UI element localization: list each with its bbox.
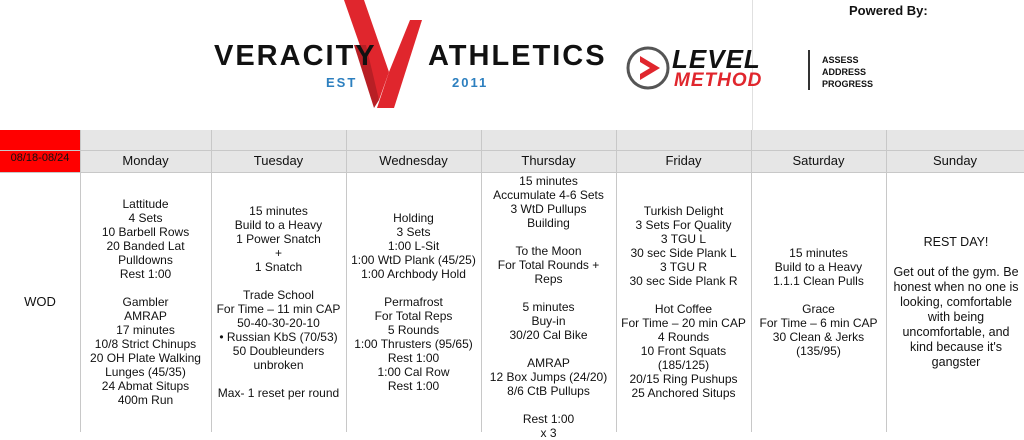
column-divider	[886, 130, 887, 432]
column-divider	[481, 130, 482, 432]
partner-tag-progress: PROGRESS	[822, 79, 874, 89]
wod-row	[0, 172, 1024, 440]
workout-thursday: 15 minutes Accumulate 4-6 Sets 3 WtD Pullups Building To the Moon For Total Rounds + Reps 5 minutes Buy-in 30/20 Cal Bike AMRAP 12 Box Jumps (24/20) 8/6 CtB Pullups Rest 1:00 x 3	[489, 174, 608, 440]
partner-tag-address: ADDRESS	[822, 67, 867, 77]
partner-tagline	[822, 54, 873, 90]
day-header-wednesday: Wednesday	[379, 153, 448, 168]
day-header-sunday: Sunday	[932, 153, 978, 168]
brand-left-word: VERACITY	[214, 40, 377, 72]
day-header-monday: Monday	[122, 153, 169, 168]
brand-year: 2011	[452, 75, 489, 90]
day-header-tuesday: Tuesday	[253, 153, 304, 168]
level-method-logo	[626, 44, 886, 94]
brand-est: EST	[326, 75, 358, 90]
level-method-emblem-icon	[626, 46, 670, 90]
workout-tuesday: 15 minutes Build to a Heavy 1 Power Snatch + 1 Snatch Trade School For Time – 11 min CAP 50-40-30-20-10 • Russian KbS (70/53) 50 Doubleunders unbroken Max- 1 reset per round	[216, 204, 341, 400]
column-divider	[751, 130, 752, 432]
workout-friday: Turkish Delight 3 Sets For Quality 3 TGU L 30 sec Side Plank L 3 TGU R 30 sec Side Plank R Hot Coffee For Time – 20 min CAP 4 Rounds 10 Front Squats (185/125) 20/15 Ring Pushups 25 Anchored Situps	[621, 204, 746, 400]
date-range-cell	[0, 130, 80, 172]
table-top-band	[0, 130, 1024, 150]
column-divider	[616, 130, 617, 432]
partner-divider	[808, 50, 810, 90]
veracity-athletics-logo	[214, 0, 607, 115]
wod-row-label: WOD	[24, 294, 56, 309]
workout-sunday: REST DAY! Get out of the gym. Be honest when no one is looking, comfortable with being uncomfortable, and kind because it's gangster	[893, 234, 1019, 369]
column-divider	[346, 130, 347, 432]
partner-line2: METHOD	[674, 70, 763, 91]
date-range: 08/18-08/24	[10, 152, 70, 164]
day-header-saturday: Saturday	[792, 153, 845, 168]
page-header	[0, 0, 1024, 130]
workout-monday: Lattitude 4 Sets 10 Barbell Rows 20 Banded Lat Pulldowns Rest 1:00 Gambler AMRAP 17 minutes 10/8 Strict Chinups 20 OH Plate Walking Lunges (45/35) 24 Abmat Situps 400m Run	[90, 197, 201, 407]
day-header-thursday: Thursday	[521, 153, 576, 168]
partner-tag-assess: ASSESS	[822, 55, 859, 65]
row-divider	[0, 150, 1024, 151]
brand-right-word: ATHLETICS	[428, 40, 607, 72]
day-header-friday: Friday	[665, 153, 702, 168]
workout-wednesday: Holding 3 Sets 1:00 L-Sit 1:00 WtD Plank (45/25) 1:00 Archbody Hold Permafrost For Total Reps 5 Rounds 1:00 Thrusters (95/65) Rest 1:00 1:00 Cal Row Rest 1:00	[351, 211, 476, 393]
workout-saturday: 15 minutes Build to a Heavy 1.1.1 Clean Pulls Grace For Time – 6 min CAP 30 Clean & Jerks (135/95)	[759, 246, 878, 358]
partner-line1: LEVEL	[672, 44, 761, 74]
powered-by-label: Powered By:	[849, 3, 928, 18]
schedule-table	[0, 130, 1024, 440]
column-divider	[80, 130, 81, 432]
column-divider	[211, 130, 212, 432]
